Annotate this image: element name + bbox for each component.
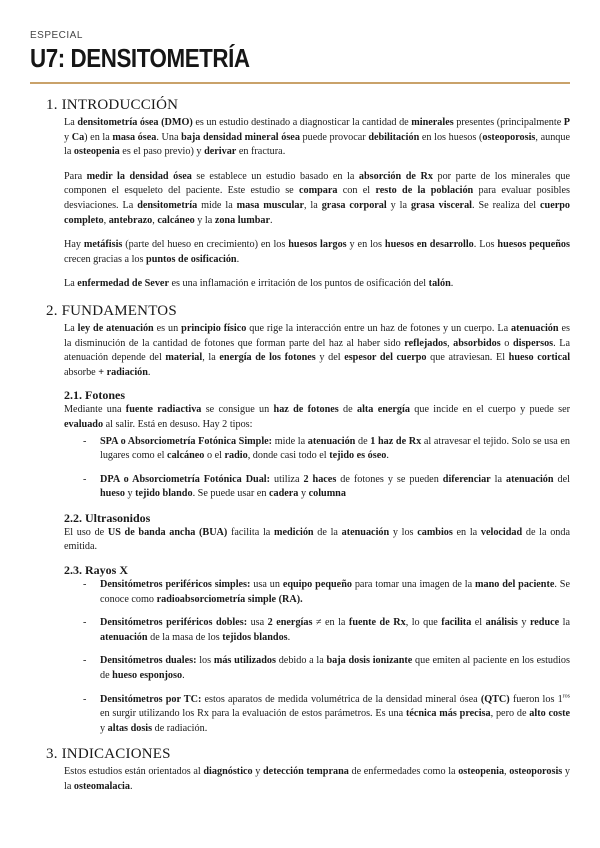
bold-term: Densitómetros periféricos simples: bbox=[100, 579, 251, 591]
bold-term: debilitación bbox=[368, 131, 420, 143]
bold-term: atenuación bbox=[307, 435, 356, 447]
unit-title: U7: DENSITOMETRÍA bbox=[30, 43, 250, 73]
bold-term: calcáneo bbox=[167, 450, 205, 462]
bold-term: osteopenia bbox=[458, 766, 505, 778]
bold-term: alto coste bbox=[529, 708, 571, 720]
bold-term: calcáneo bbox=[157, 214, 195, 226]
bold-term: grasa visceral bbox=[410, 199, 472, 211]
bold-term: huesos pequeños bbox=[497, 239, 570, 251]
bold-term: hueso cortical bbox=[508, 352, 571, 364]
bold-term: densitometría ósea (DMO) bbox=[77, 117, 193, 128]
bold-term: huesos en desarrollo bbox=[384, 239, 474, 251]
bold-term: análisis bbox=[485, 617, 518, 629]
bold-term: + radiación bbox=[98, 366, 148, 378]
bold-term: zona lumbar bbox=[214, 214, 270, 226]
bold-term: atenuación bbox=[341, 526, 390, 538]
bold-term: espesor del cuerpo bbox=[344, 352, 427, 364]
bold-term: hueso esponjoso bbox=[112, 670, 183, 682]
bold-term: radioabsorciometría simple (RA). bbox=[156, 593, 303, 605]
bold-term: diagnóstico bbox=[203, 766, 253, 778]
bold-term: masa muscular bbox=[236, 199, 304, 211]
bold-term: 2 haces bbox=[303, 473, 337, 485]
kicker-label: ESPECIAL bbox=[30, 30, 83, 41]
ultrasonidos-paragraph: El uso de US de banda ancha (BUA) facilita la medición de la atenuación y los cambios en la velocidad de la onda emitida. bbox=[64, 526, 571, 553]
bold-term: DPA o Absorciometría Fotónica Dual: bbox=[100, 473, 271, 485]
bold-term: resto de la población bbox=[375, 185, 474, 197]
subsection-title-ultrasonidos: 2.2. Ultrasonidos bbox=[64, 510, 151, 525]
fotones-list bbox=[64, 435, 570, 502]
bold-term: P bbox=[563, 117, 571, 128]
bold-term: atenuación bbox=[100, 631, 148, 643]
bold-term: puntos de osificación bbox=[146, 253, 237, 265]
bold-term: reduce bbox=[529, 617, 560, 629]
bold-term: hueso bbox=[100, 488, 125, 500]
bold-term: más utilizados bbox=[213, 655, 276, 667]
rayos-x-list bbox=[64, 578, 570, 736]
bold-term: osteoporosis bbox=[482, 131, 536, 143]
bold-term: material bbox=[165, 352, 203, 364]
bold-term: cambios bbox=[417, 526, 453, 538]
bold-term: baja densidad mineral ósea bbox=[181, 131, 300, 143]
fotones-paragraph: Mediante una fuente radiactiva se consigue un haz de fotones de alta energía que incide en el cuerpo y puede ser evaluado al salir. Está en desuso. Hay 2 tipos: bbox=[64, 404, 570, 430]
bold-term: técnica más precisa bbox=[405, 708, 491, 720]
bold-term: compara bbox=[299, 185, 338, 197]
list-item: - Densitómetros por TC: estos aparatos de medida volumétrica de la densidad mineral ósea (QTC) fueron los $1^{ros}$ en surgir utilizando los Rx para la evaluación de estos parámetros. Es una técnica más precisa, pero de alto coste y altas dosis de radiación. bbox=[100, 693, 570, 737]
bold-term: Densitómetros por TC: bbox=[100, 693, 202, 705]
bold-term: tejido blando bbox=[135, 488, 193, 500]
list-item: - DPA o Absorciometría Fotónica Dual: utiliza 2 haces de fotones y se pueden diferenciar la atenuación del hueso y tejido blando. Se puede usar en cadera y columna bbox=[100, 473, 570, 502]
bold-term: atenuación bbox=[506, 473, 554, 485]
bold-term: energía de los fotones bbox=[219, 352, 316, 364]
bold-term: metáfisis bbox=[83, 239, 123, 251]
bold-term: masa ósea bbox=[112, 131, 157, 143]
bold-term: Densitómetros periféricos dobles: bbox=[100, 617, 248, 629]
bold-term: radio bbox=[224, 450, 248, 462]
bold-term: altas dosis bbox=[107, 722, 153, 734]
bold-term: principio físico bbox=[181, 322, 247, 334]
bold-term: (QTC) bbox=[480, 693, 510, 705]
bold-term: tejido es óseo bbox=[329, 450, 387, 462]
bold-term: huesos largos bbox=[288, 239, 347, 251]
intro-paragraph-4: La enfermedad de Sever es una inflamación e irritación de los puntos de osificación del talón. bbox=[64, 278, 454, 290]
bold-term: Ca bbox=[71, 131, 85, 143]
fundamentos-paragraph: La ley de atenuación es un principio físico que rige la interacción entre un haz de fotones y un cuerpo. La atenuación es la disminución de la cantidad de fotones que forman parte del haz al haber sido reflejados, absorbidos o dispersos. La atenuación depende del material, la energía de los fotones y del espesor del cuerpo que atraviesan. El hueso cortical absorbe + radiación. bbox=[64, 322, 571, 378]
bold-term: absorbidos bbox=[453, 337, 501, 349]
bold-term: osteomalacia bbox=[73, 781, 130, 792]
list-item: - Densitómetros duales: los más utilizados debido a la baja dosis ionizante que emiten al paciente en los estudios de hueso esponjoso. bbox=[100, 654, 570, 683]
bold-term: medir la densidad ósea bbox=[86, 170, 192, 182]
bold-term: grasa corporal bbox=[321, 199, 387, 211]
bold-term: facilita bbox=[441, 617, 472, 629]
bold-term: tejidos blandos bbox=[222, 631, 288, 643]
bold-term: cadera bbox=[268, 488, 299, 500]
bold-term: absorción de Rx bbox=[358, 170, 433, 182]
section-title-introduccion: 1. INTRODUCCIÓN bbox=[46, 97, 179, 113]
bold-term: US de banda ancha (BUA) bbox=[107, 526, 228, 538]
bold-term: 1 haz de Rx bbox=[370, 435, 422, 447]
bold-term: equipo pequeño bbox=[282, 579, 352, 591]
bold-term: diferenciar bbox=[442, 473, 491, 485]
list-item: - Densitómetros periféricos dobles: usa 2 energías ≠ en la fuente de Rx, lo que facilita el análisis y reduce la atenuación de la masa de los tejidos blandos. bbox=[100, 616, 570, 645]
bold-term: atenuación bbox=[511, 322, 559, 334]
intro-paragraph-3: Hay metáfisis (parte del hueso en crecimiento) en los huesos largos y en los huesos en desarrollo. Los huesos pequeños crecen gracias a los puntos de osificación. bbox=[64, 239, 570, 265]
document-body bbox=[46, 96, 571, 805]
bold-term: cuerpo completo bbox=[64, 199, 570, 226]
section-title-indicaciones: 3. INDICACIONES bbox=[46, 746, 171, 763]
list-item: - Densitómetros periféricos simples: usa un equipo pequeño para tomar una imagen de la mano del paciente. Se conoce como radioabsorciometría simple (RA). bbox=[100, 578, 570, 607]
bold-term: fuente radiactiva bbox=[125, 404, 202, 416]
bold-term: densitometría bbox=[137, 199, 198, 211]
document-header bbox=[30, 30, 570, 84]
bold-term: baja dosis ionizante bbox=[326, 655, 413, 667]
bold-term: derivar bbox=[204, 146, 237, 158]
bold-term: haz de fotones bbox=[273, 404, 339, 416]
bold-term: reflejados bbox=[404, 337, 448, 349]
subsection-title-rayos-x: 2.3. Rayos X bbox=[64, 563, 129, 578]
bold-term: Densitómetros duales: bbox=[100, 655, 197, 667]
subsection-title-fotones: 2.1. Fotones bbox=[64, 388, 125, 403]
bold-term: medición bbox=[273, 526, 314, 538]
bold-term: mano del paciente bbox=[475, 579, 555, 591]
bold-term: enfermedad de Sever bbox=[77, 278, 169, 290]
bold-term: antebrazo bbox=[108, 214, 153, 226]
bold-term: columna bbox=[308, 488, 346, 500]
bold-term: dispersos bbox=[512, 337, 554, 349]
bold-term: ley de atenuación bbox=[77, 322, 154, 334]
superscript: ros bbox=[562, 693, 571, 700]
bold-term: fuente de Rx bbox=[348, 617, 406, 629]
intro-paragraph-1: La densitometría ósea (DMO) es un estudio destinado a diagnosticar la cantidad de minerales presentes (principalmente P y Ca) en la masa ósea. Una baja densidad mineral ósea puede provocar debilitación en los huesos (osteoporosis, aunque la osteopenia es el paso previo) y derivar en fractura. bbox=[64, 117, 571, 158]
bold-term: osteoporosis bbox=[509, 766, 563, 778]
bold-term: evaluado bbox=[64, 418, 104, 430]
list-item: - SPA o Absorciometría Fotónica Simple: mide la atenuación de 1 haz de Rx al atravesar el tejido. Solo se usa en lugares como el calcáneo o el radio, donde casi todo el tejido es óseo. bbox=[100, 435, 570, 464]
intro-paragraph-2: Para medir la densidad ósea se establece un estudio basado en la absorción de Rx por parte de los minerales que componen el esqueleto del paciente. Este estudio se compara con el resto de la población para evaluar posibles desviaciones. La densitometría mide la masa muscular, la grasa corporal y la grasa visceral. Se realiza del cuerpo completo, antebrazo, calcáneo y la zona lumbar. bbox=[64, 170, 570, 226]
bold-term: osteopenia bbox=[73, 146, 120, 158]
bold-term: minerales bbox=[411, 117, 454, 128]
bold-term: velocidad bbox=[480, 526, 523, 538]
bold-term: talón bbox=[428, 278, 451, 290]
header-rule bbox=[30, 82, 570, 84]
bold-term: SPA o Absorciometría Fotónica Simple: bbox=[100, 435, 273, 447]
section-title-fundamentos: 2. FUNDAMENTOS bbox=[46, 302, 177, 319]
bold-term: 2 energías bbox=[267, 617, 313, 629]
bold-term: alta energía bbox=[356, 404, 410, 416]
bold-term: detección temprana bbox=[263, 766, 349, 778]
indicaciones-paragraph: Estos estudios están orientados al diagnóstico y detección temprana de enfermedades como la osteopenia, osteoporosis y la osteomalacia. bbox=[64, 766, 570, 792]
